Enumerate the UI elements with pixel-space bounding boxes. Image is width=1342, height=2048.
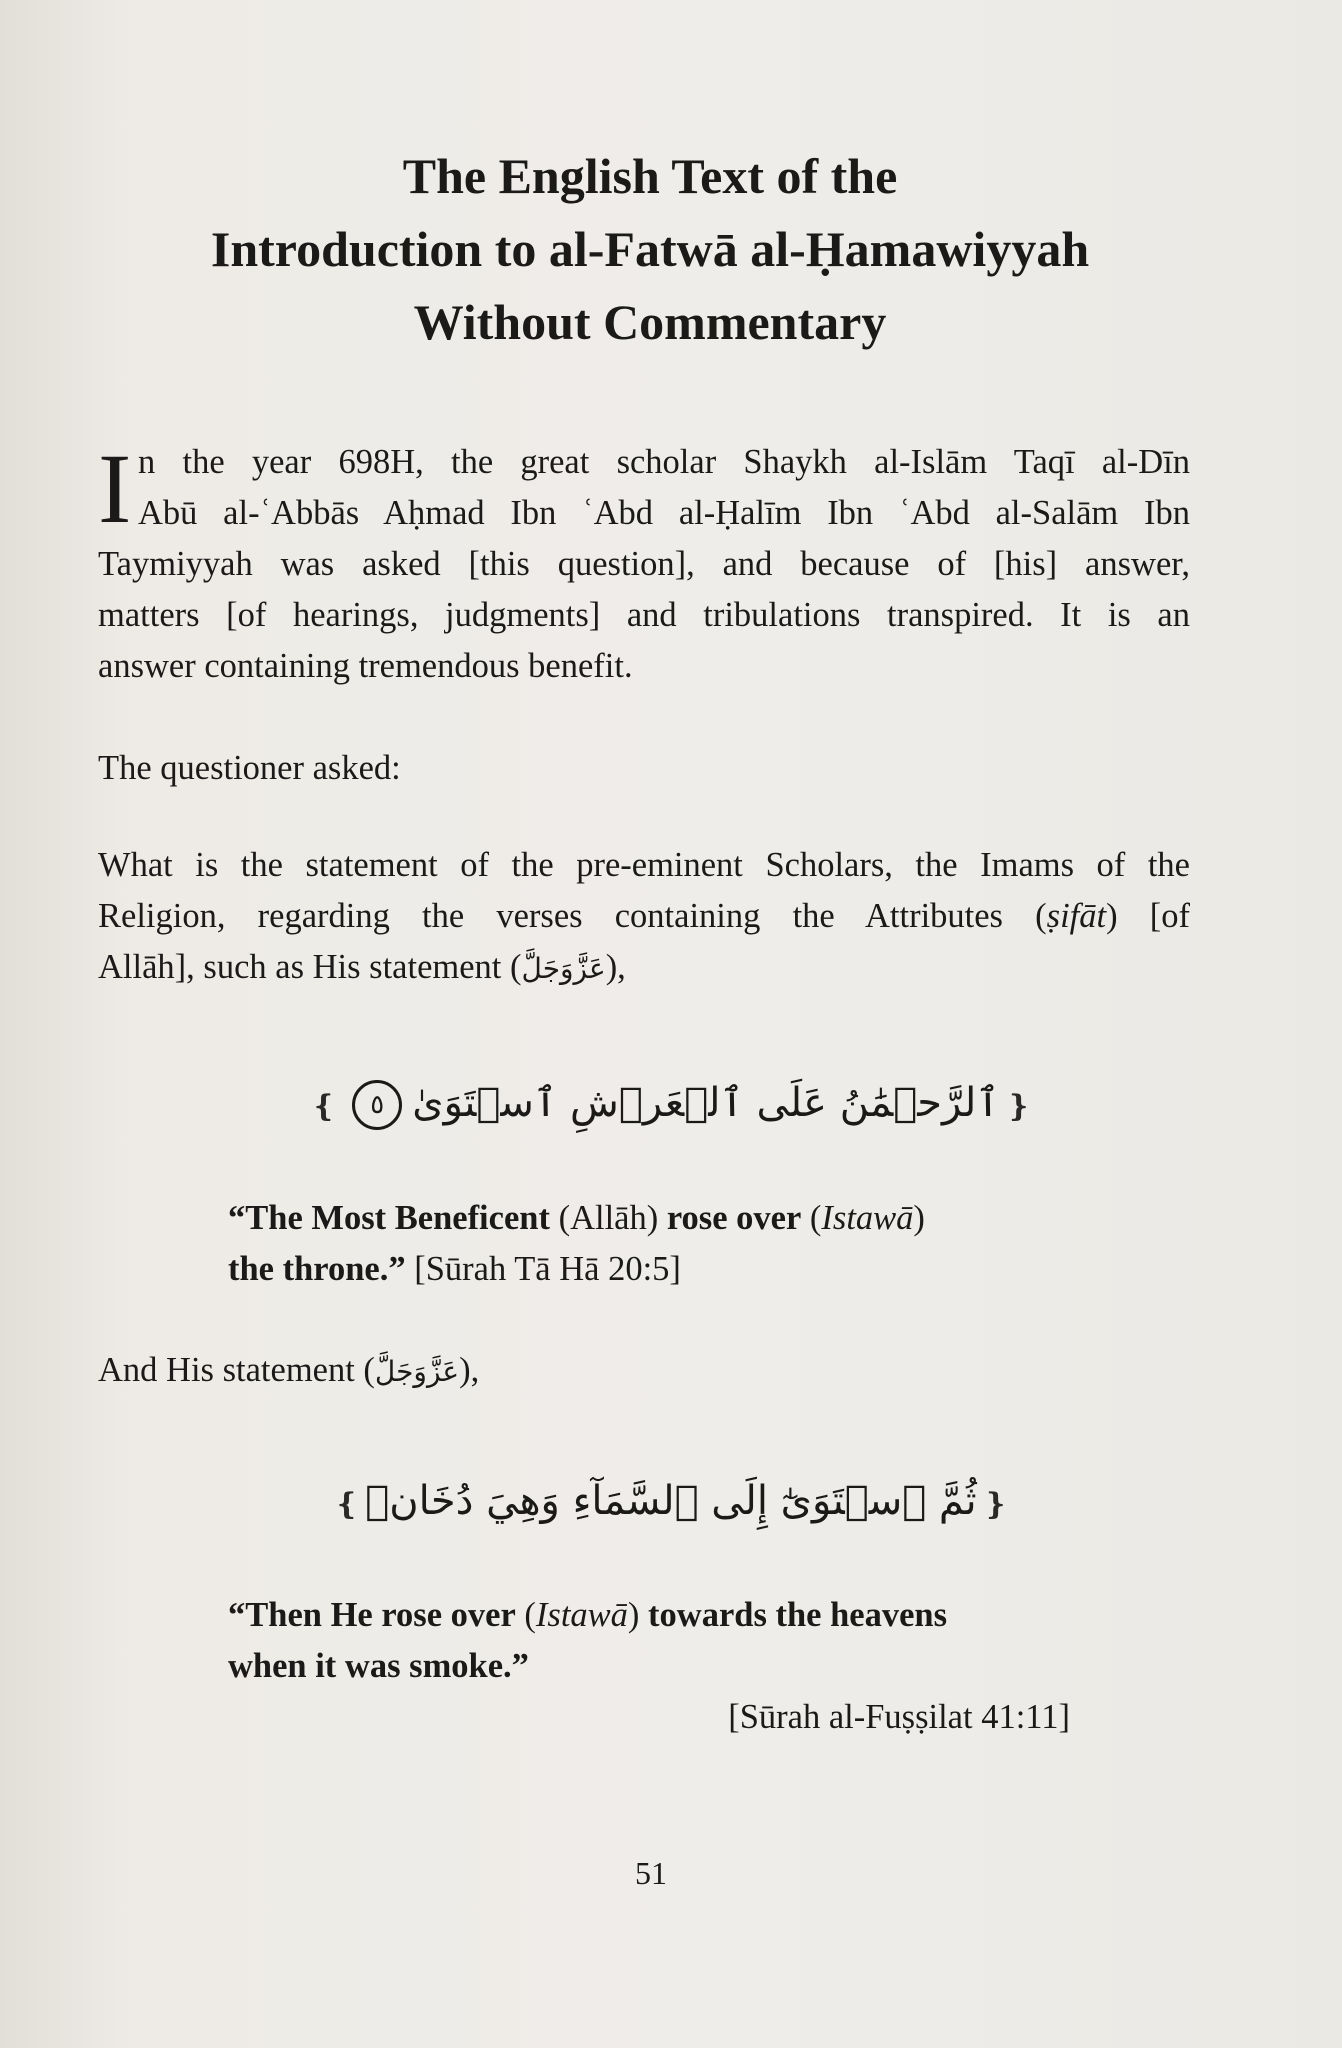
intro-line-2: Abū al-ʿAbbās Aḥmad Ibn ʿAbd al-Ḥalīm Ibn ʿAbd al-Salām Ibn bbox=[138, 494, 1190, 532]
translation-1-paren-close: ) bbox=[913, 1199, 925, 1237]
verse-2-translation bbox=[228, 1590, 1108, 1692]
istawa-term: Istawā bbox=[821, 1199, 914, 1237]
translation-1-bold-c: rose over bbox=[666, 1199, 802, 1237]
translation-1-line-2 bbox=[228, 1244, 1108, 1295]
page-number: 51 bbox=[635, 1855, 667, 1891]
ornament-open-icon-2: ❴ bbox=[982, 1487, 1008, 1522]
intro-line-4: matters [of hearings, judgments] and tribulations transpired. It is an bbox=[98, 596, 1190, 634]
question-line-1: What is the statement of the pre-eminent Scholars, the Imams of the bbox=[98, 846, 1190, 884]
question-line-3-end: ), bbox=[605, 948, 626, 986]
ornament-close-icon-2: ❵ bbox=[334, 1487, 360, 1522]
translation-1-bold-a: “The Most Beneficent bbox=[228, 1199, 550, 1237]
translation-1-allah: (Allāh) bbox=[549, 1199, 667, 1237]
question-line-3 bbox=[98, 942, 1190, 994]
intro-line-1: n the year 698H, the great scholar Shaykh al-Islām Taqī al-Dīn bbox=[138, 443, 1190, 481]
title-line-1: The English Text of the bbox=[402, 148, 898, 204]
title-line-3: Without Commentary bbox=[413, 294, 887, 350]
translation-2-line-1 bbox=[228, 1590, 1108, 1641]
verse-1-reference: [Sūrah Tā Hā 20:5] bbox=[405, 1250, 681, 1288]
chapter-title bbox=[60, 140, 1240, 359]
ornament-open-icon: ❴ bbox=[1005, 1089, 1031, 1124]
translation-1-paren-open: ( bbox=[801, 1199, 822, 1237]
honorific-arabic: عَزَّوَجَلَّ bbox=[521, 952, 606, 985]
statement-2-end: ), bbox=[459, 1351, 480, 1389]
intro-line-5: answer containing tremendous benefit. bbox=[98, 647, 633, 685]
question-line-2 bbox=[98, 891, 1190, 942]
intro-line-3: Taymiyyah was asked [this question], and because of [his] answer, bbox=[98, 545, 1190, 583]
questioner-paragraph bbox=[98, 743, 1190, 794]
translation-2-bold-a: “Then He rose over bbox=[228, 1596, 516, 1634]
question-line-3-text: Allāh], such as His statement ( bbox=[98, 948, 522, 986]
quran-verse-1 bbox=[0, 1080, 1342, 1130]
statement-2-text: And His statement ( bbox=[98, 1351, 375, 1389]
istawa-term-2: Istawā bbox=[535, 1596, 628, 1634]
question-paragraph bbox=[98, 840, 1190, 994]
quran-verse-2 bbox=[0, 1478, 1342, 1524]
sifat-term: ṣifāt bbox=[1046, 897, 1107, 935]
translation-2-paren-close: ) bbox=[627, 1596, 649, 1634]
verse-2-reference: [Sūrah al-Fuṣṣilat 41:11] bbox=[728, 1698, 1070, 1736]
verse-1-translation bbox=[228, 1193, 1108, 1295]
ornament-close-icon: ❵ bbox=[311, 1089, 337, 1124]
translation-1-line-1 bbox=[228, 1193, 1108, 1244]
drop-cap: I bbox=[98, 433, 132, 544]
statement-2-paragraph bbox=[98, 1345, 1190, 1397]
verse-number-badge: ٥ bbox=[352, 1080, 402, 1130]
intro-paragraph bbox=[98, 433, 1190, 692]
translation-2-paren-open: ( bbox=[515, 1596, 536, 1634]
questioner-text: The questioner asked: bbox=[98, 749, 401, 787]
title-line-2: Introduction to al-Fatwā al-Ḥamawiyyah bbox=[210, 221, 1090, 277]
translation-2-bold-d: towards the heavens bbox=[648, 1596, 948, 1634]
question-line-2-text: Religion, regarding the verses containing the Attributes ( bbox=[98, 897, 1047, 935]
verse-1-arabic: ٱلرَّحۡمَٰنُ عَلَى ٱلۡعَرۡشِ ٱسۡتَوَىٰ bbox=[412, 1080, 1000, 1126]
verse-2-arabic: ثُمَّ ٱسۡتَوَىٰٓ إِلَى ٱلسَّمَآءِ وَهِيَ دُخَانٞ bbox=[365, 1478, 977, 1524]
statement-2-line bbox=[98, 1345, 1190, 1397]
question-line-2-end: ) [of bbox=[1106, 897, 1190, 935]
translation-2-line-2: when it was smoke.” bbox=[228, 1647, 529, 1685]
translation-1-bold-end: the throne.” bbox=[228, 1250, 406, 1288]
honorific-arabic-2: عَزَّوَجَلَّ bbox=[374, 1355, 460, 1388]
